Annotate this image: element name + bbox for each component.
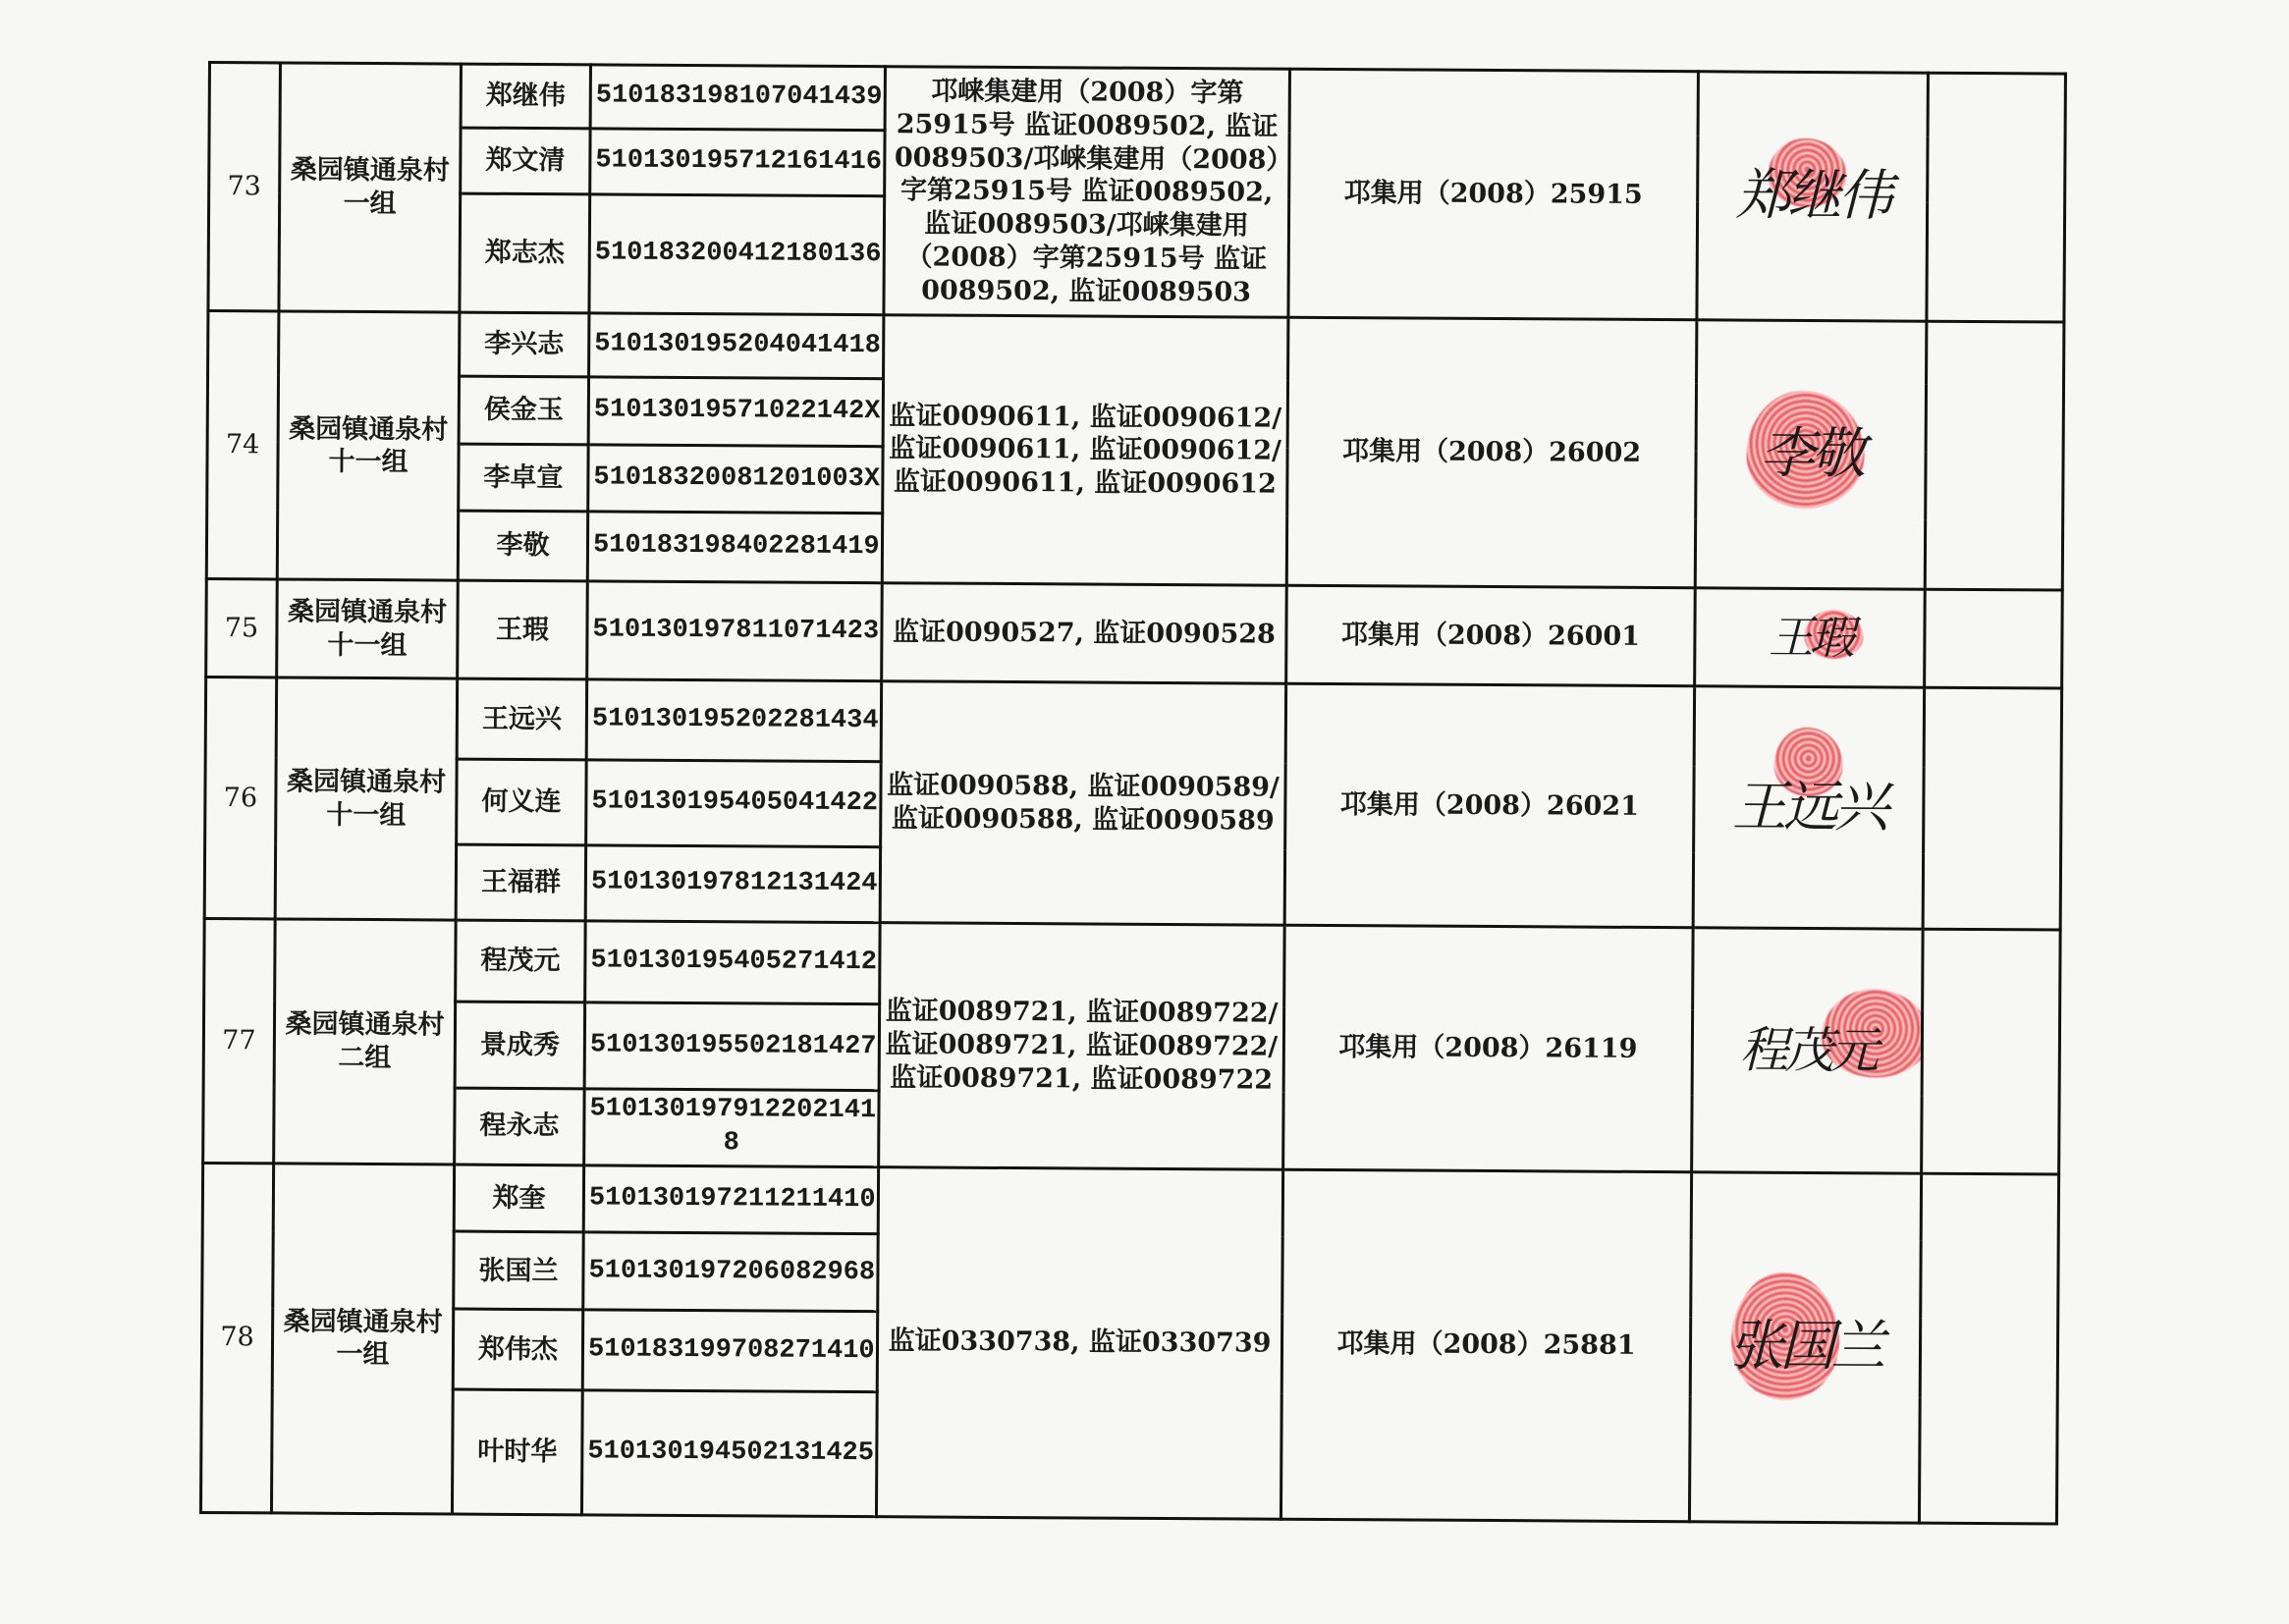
id-number: 510130197206082968	[583, 1232, 878, 1312]
village-group: 桑园镇通泉村一组	[279, 63, 462, 312]
land-use-number: 邛集用（2008）25915	[1288, 69, 1699, 320]
member-name: 王瑕	[458, 580, 588, 679]
member-name: 郑文清	[461, 128, 590, 194]
table-row	[202, 1163, 2058, 1241]
table-row	[208, 311, 2064, 386]
remarks-cell	[1927, 73, 2066, 322]
remarks-cell	[1925, 322, 2064, 591]
signature-cell	[1693, 686, 1924, 929]
handwritten-signature: 程茂元	[1739, 1021, 1876, 1079]
row-number: 75	[206, 579, 278, 677]
handwritten-signature: 郑继伟	[1735, 163, 1889, 229]
id-number: 510130195405041422	[586, 759, 882, 846]
id-number: 510183200412180136	[589, 194, 885, 315]
id-number: 510130197811071423	[587, 581, 883, 681]
land-use-number: 邛集用（2008）26001	[1286, 586, 1696, 687]
id-number: 510130195204041418	[589, 313, 884, 378]
handwritten-signature: 张国兰	[1728, 1314, 1882, 1380]
member-name: 李卓宣	[459, 444, 588, 513]
id-number: 51018320081201003X	[588, 445, 883, 514]
member-name: 郑伟杰	[453, 1310, 582, 1390]
table-row	[204, 919, 2060, 1012]
member-name: 叶时华	[452, 1389, 582, 1515]
member-name: 程永志	[455, 1088, 584, 1164]
village-group: 桑园镇通泉村一组	[271, 1163, 454, 1514]
id-number: 510130197912202141​8	[584, 1089, 879, 1166]
id-number: 510183198402281419	[587, 512, 882, 583]
land-register-table	[199, 61, 2067, 1526]
handwritten-signature: 李敬	[1759, 421, 1863, 487]
land-use-number: 邛集用（2008）26021	[1284, 683, 1694, 927]
land-use-number: 邛集用（2008）26002	[1286, 318, 1697, 588]
member-name: 程茂元	[456, 920, 586, 1002]
signature-cell	[1689, 1171, 1921, 1523]
certificate-numbers: 邛崃集建用（2008）字第25915号 监证0089502, 监证0089503/邛崃集建用（2008）字第25915号 监证0089502, 监证0089503/邛崃集建用（2008）字第25915号 监证0089502, 监证0089503	[884, 67, 1290, 318]
remarks-cell	[1922, 929, 2061, 1173]
certificate-numbers: 监证0089721, 监证0089722/监证0089721, 监证0089722/监证0089721, 监证0089722	[879, 923, 1285, 1169]
land-use-number: 邛集用（2008）26119	[1283, 925, 1694, 1171]
member-name: 郑奎	[454, 1164, 583, 1233]
id-number: 510130195202281434	[586, 679, 881, 761]
certificate-numbers: 监证0090588, 监证0090589/监证0090588, 监证0090589	[880, 681, 1285, 925]
id-number: 51013019571022142X	[588, 377, 883, 447]
row-number: 73	[208, 63, 281, 312]
member-name: 侯金玉	[459, 376, 588, 445]
member-name: 王福群	[456, 844, 585, 921]
certificate-numbers: 监证0090611, 监证0090612/监证0090611, 监证0090612/监证0090611, 监证0090612	[882, 315, 1288, 585]
id-number: 510130195405271412	[585, 921, 881, 1004]
member-name: 郑志杰	[460, 193, 590, 313]
village-group: 桑园镇通泉村十一组	[277, 579, 459, 678]
signature-cell	[1692, 928, 1924, 1173]
member-name: 何义连	[457, 759, 587, 845]
remarks-cell	[1919, 1173, 2058, 1524]
table-row	[205, 677, 2061, 769]
village-group: 桑园镇通泉村二组	[274, 919, 457, 1164]
member-name: 张国兰	[454, 1231, 583, 1310]
signature-cell	[1695, 588, 1926, 687]
id-number: 510130195712161416	[590, 129, 885, 196]
row-number: 76	[204, 677, 277, 919]
land-use-number: 邛集用（2008）25881	[1281, 1169, 1691, 1522]
member-name: 李敬	[458, 512, 587, 582]
id-number: 510130197812131424	[585, 845, 880, 923]
register-table-wrapper	[199, 61, 2064, 1526]
id-number: 510130194502131425	[581, 1390, 877, 1517]
table-row	[209, 63, 2065, 138]
handwritten-signature: 王瑕	[1768, 610, 1852, 665]
member-name: 景成秀	[455, 1001, 585, 1088]
village-group: 桑园镇通泉村十一组	[275, 677, 457, 920]
remarks-cell	[1925, 589, 2063, 688]
signature-cell	[1695, 320, 1927, 589]
id-number: 510130195502181427	[584, 1002, 880, 1090]
row-number: 77	[203, 919, 276, 1164]
id-number: 510130197211211410	[583, 1164, 878, 1234]
member-name: 郑继伟	[461, 64, 590, 129]
handwritten-signature: 王远兴	[1731, 775, 1886, 840]
certificate-numbers: 监证0330738, 监证0330739	[876, 1166, 1282, 1519]
village-group: 桑园镇通泉村十一组	[277, 311, 460, 580]
id-number: 510183198107041439	[590, 65, 885, 131]
row-number: 78	[200, 1163, 273, 1513]
certificate-numbers: 监证0090527, 监证0090528	[882, 583, 1287, 684]
table-row	[206, 579, 2063, 689]
signature-cell	[1697, 72, 1929, 322]
member-name: 王远兴	[457, 678, 586, 759]
member-name: 李兴志	[460, 312, 589, 376]
id-number: 510183199708271410	[582, 1310, 877, 1391]
row-number: 74	[206, 311, 279, 579]
remarks-cell	[1923, 687, 2061, 930]
